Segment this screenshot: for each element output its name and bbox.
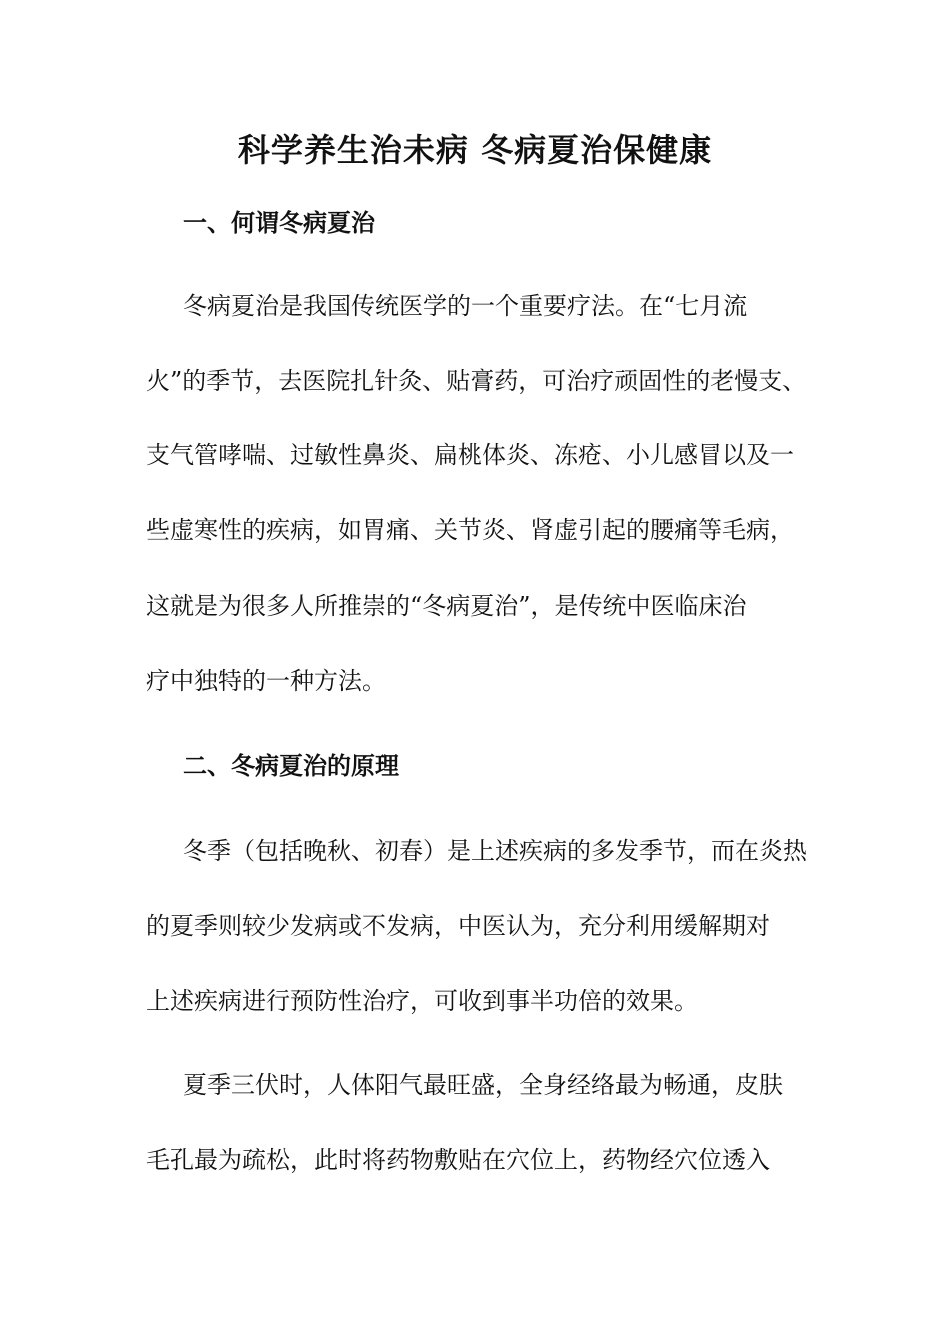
paragraph-line: 冬病夏治是我国传统医学的一个重要疗法。在“七月流 bbox=[183, 292, 748, 320]
document-title: 科学养生治未病 冬病夏治保健康 bbox=[237, 131, 713, 169]
paragraph-line: 支气管哮喘、过敏性鼻炎、扁桃体炎、冻疮、小儿感冒以及一 bbox=[146, 441, 794, 469]
paragraph-line: 冬季（包括晚秋、初春）是上述疾病的多发季节，而在炎热 bbox=[183, 837, 807, 865]
section-heading-1: 一、何谓冬病夏治 bbox=[183, 208, 375, 237]
paragraph-line: 疗中独特的一种方法。 bbox=[146, 667, 386, 695]
paragraph-line: 的夏季则较少发病或不发病，中医认为，充分利用缓解期对 bbox=[146, 912, 770, 940]
section-heading-2: 二、冬病夏治的原理 bbox=[183, 751, 399, 780]
paragraph-line: 些虚寒性的疾病，如胃痛、关节炎、肾虚引起的腰痛等毛病， bbox=[146, 516, 794, 544]
paragraph-line: 上述疾病进行预防性治疗，可收到事半功倍的效果。 bbox=[146, 987, 698, 1015]
paragraph-line: 火”的季节，去医院扎针灸、贴膏药，可治疗顽固性的老慢支、 bbox=[146, 367, 807, 395]
paragraph-line: 毛孔最为疏松，此时将药物敷贴在穴位上，药物经穴位透入 bbox=[146, 1146, 770, 1174]
paragraph-line: 夏季三伏时，人体阳气最旺盛，全身经络最为畅通，皮肤 bbox=[183, 1071, 783, 1099]
paragraph-line: 这就是为很多人所推崇的“冬病夏治”，是传统中医临床治 bbox=[146, 592, 747, 620]
